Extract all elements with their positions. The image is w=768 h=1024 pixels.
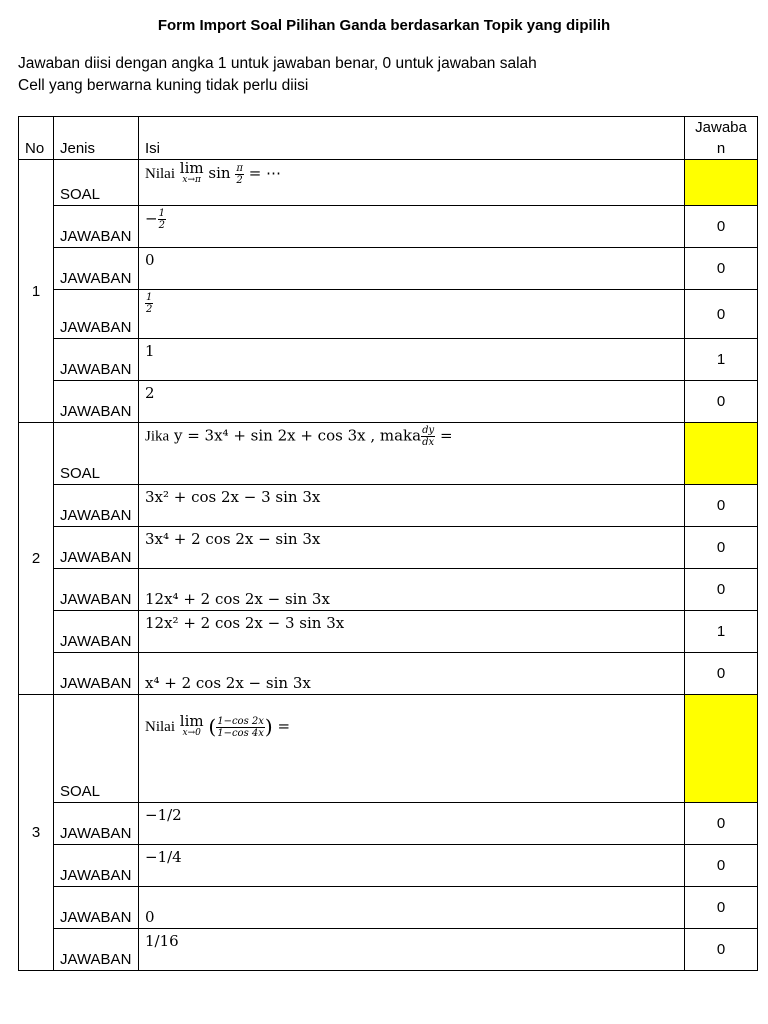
answer-value-cell[interactable]: 0 [685,803,758,845]
header-isi: Isi [139,117,685,160]
row-type: JAWABAN [54,381,139,423]
row-type: SOAL [54,695,139,803]
row-type: JAWABAN [54,653,139,695]
answer-value-cell[interactable]: 0 [685,206,758,248]
instruction-line: Jawaban diisi dengan angka 1 untuk jawaban benar, 0 untuk jawaban salah [18,55,537,72]
table-row [19,845,758,887]
question-number: 3 [19,695,54,971]
answer-option-text[interactable]: −1/2 [139,803,685,845]
table-row [19,887,758,929]
answer-value-cell[interactable]: 0 [685,887,758,929]
answer-option-text[interactable]: 3x⁴ + 2 cos 2x − sin 3x [139,527,685,569]
row-type: JAWABAN [54,611,139,653]
answer-option-text[interactable]: x⁴ + 2 cos 2x − sin 3x [139,653,685,695]
row-type: SOAL [54,423,139,485]
table-row [19,290,758,339]
question-number: 1 [19,160,54,423]
answer-value-cell[interactable]: 0 [685,527,758,569]
table-row [19,527,758,569]
header-no: No [19,117,54,160]
question-text[interactable]: Jika y = 3x⁴ + sin 2x + cos 3x , maka $\frac{dy}{dx}$ = [139,423,685,485]
instructions [18,53,537,97]
question-text[interactable]: Nilai lim x→π sin $\frac{\pi}{2}$ = ⋯ [139,160,685,206]
answer-option-text[interactable]: −1/4 [139,845,685,887]
question-table [18,116,758,971]
answer-option-text[interactable]: 1 [139,339,685,381]
answer-value-cell[interactable]: 0 [685,381,758,423]
table-row [19,929,758,971]
row-type: JAWABAN [54,248,139,290]
answer-value-cell[interactable]: 0 [685,845,758,887]
table-header-row [19,117,758,160]
table-row [19,206,758,248]
answer-value-cell[interactable]: 0 [685,290,758,339]
answer-value-cell[interactable]: 0 [685,569,758,611]
answer-value-cell[interactable]: 1 [685,339,758,381]
table-row [19,160,758,206]
table-row [19,803,758,845]
answer-option-text[interactable]: 3x² + cos 2x − 3 sin 3x [139,485,685,527]
question-text[interactable]: Nilai lim x→0 ( $\frac{1-\cos 2x}{1-\cos 4x}$ ) = [139,695,685,803]
answer-option-text[interactable]: 1/16 [139,929,685,971]
answer-option-text[interactable]: − $\frac{1}{2}$ [139,206,685,248]
table-row [19,569,758,611]
answer-cell-disabled [685,160,758,206]
table-row [19,485,758,527]
table-row [19,653,758,695]
answer-option-text[interactable]: 0 [139,248,685,290]
answer-value-cell[interactable]: 0 [685,929,758,971]
row-type: JAWABAN [54,887,139,929]
row-type: JAWABAN [54,290,139,339]
answer-option-text[interactable]: 12x² + 2 cos 2x − 3 sin 3x [139,611,685,653]
row-type: JAWABAN [54,803,139,845]
answer-option-text[interactable]: $\frac{1}{2}$ [139,290,685,339]
table-row [19,248,758,290]
answer-cell-disabled [685,695,758,803]
table-row [19,611,758,653]
table-row [19,381,758,423]
question-number: 2 [19,423,54,695]
row-type: SOAL [54,160,139,206]
answer-value-cell[interactable]: 1 [685,611,758,653]
row-type: JAWABAN [54,485,139,527]
instruction-line: Cell yang berwarna kuning tidak perlu diisi [18,77,309,94]
row-type: JAWABAN [54,339,139,381]
header-jenis: Jenis [54,117,139,160]
page-title: Form Import Soal Pilihan Ganda berdasarkan Topik yang dipilih [157,17,611,34]
table-row [19,339,758,381]
answer-option-text[interactable]: 2 [139,381,685,423]
row-type: JAWABAN [54,206,139,248]
row-type: JAWABAN [54,569,139,611]
answer-value-cell[interactable]: 0 [685,485,758,527]
row-type: JAWABAN [54,929,139,971]
answer-option-text[interactable]: 12x⁴ + 2 cos 2x − sin 3x [139,569,685,611]
row-type: JAWABAN [54,845,139,887]
answer-value-cell[interactable]: 0 [685,653,758,695]
table-row [19,695,758,803]
header-jawaban: Jawaban [685,117,758,160]
table-row [19,423,758,485]
answer-cell-disabled [685,423,758,485]
answer-value-cell[interactable]: 0 [685,248,758,290]
row-type: JAWABAN [54,527,139,569]
answer-option-text[interactable]: 0 [139,887,685,929]
